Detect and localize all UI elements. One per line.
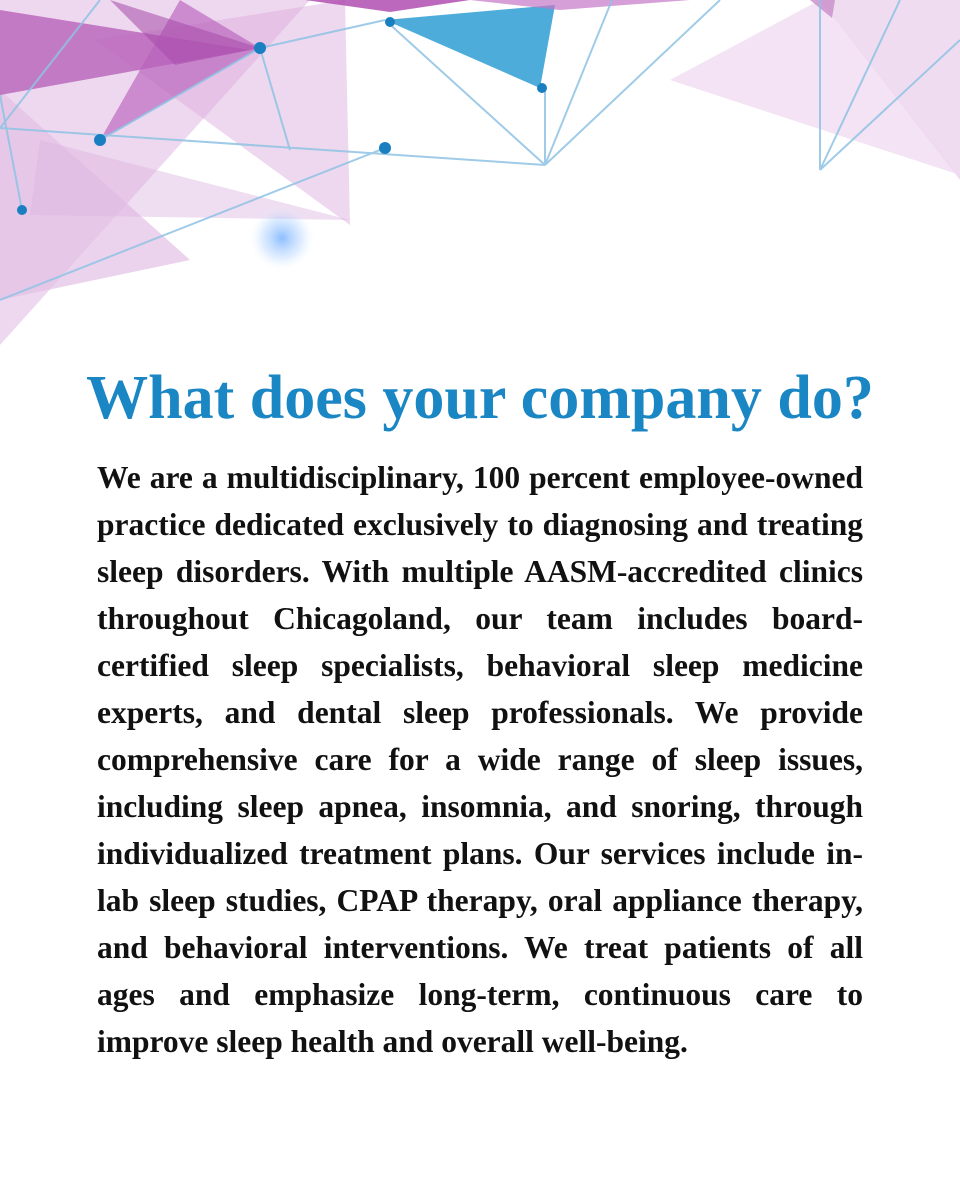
light-purple-triangle	[95, 0, 350, 225]
light-purple-triangle	[0, 90, 190, 300]
network-dot	[379, 142, 391, 154]
light-purple-triangle	[820, 0, 960, 180]
light-purple-triangle	[30, 140, 350, 220]
network-dot	[94, 134, 106, 146]
purple-triangle	[100, 0, 260, 140]
network-dot	[254, 42, 266, 54]
network-dot	[537, 83, 547, 93]
geometric-triangle-background	[0, 0, 960, 360]
network-dot	[385, 17, 395, 27]
blue-glow	[248, 204, 316, 272]
purple-triangle	[305, 0, 470, 12]
network-dot	[17, 205, 27, 215]
body-paragraph: We are a multidisciplinary, 100 percent employee-owned practice dedicated exclusively to diagnosing and treating sleep disorders. With multiple AASM-accredited clinics throughout Chicagoland, our team includes board-certified sleep specialists, behavioral sleep medicine experts, and dental sleep professionals. We provide comprehensive care for a wide range of sleep issues, including sleep apnea, insomnia, and snoring, through individualized treatment plans. Our services include in-lab sleep studies, CPAP therapy, oral appliance therapy, and behavioral interventions. We treat patients of all ages and emphasize long-term, continuous care to improve sleep health and overall well-being.	[97, 460, 863, 1059]
page-heading: What does your company do?	[86, 364, 874, 432]
purple-triangle	[0, 10, 250, 95]
purple-triangle	[470, 0, 690, 10]
blue-triangle	[385, 5, 555, 88]
purple-triangle	[110, 0, 260, 65]
light-purple-triangle	[0, 0, 310, 345]
light-purple-triangle	[670, 0, 960, 175]
purple-triangle	[810, 0, 835, 18]
